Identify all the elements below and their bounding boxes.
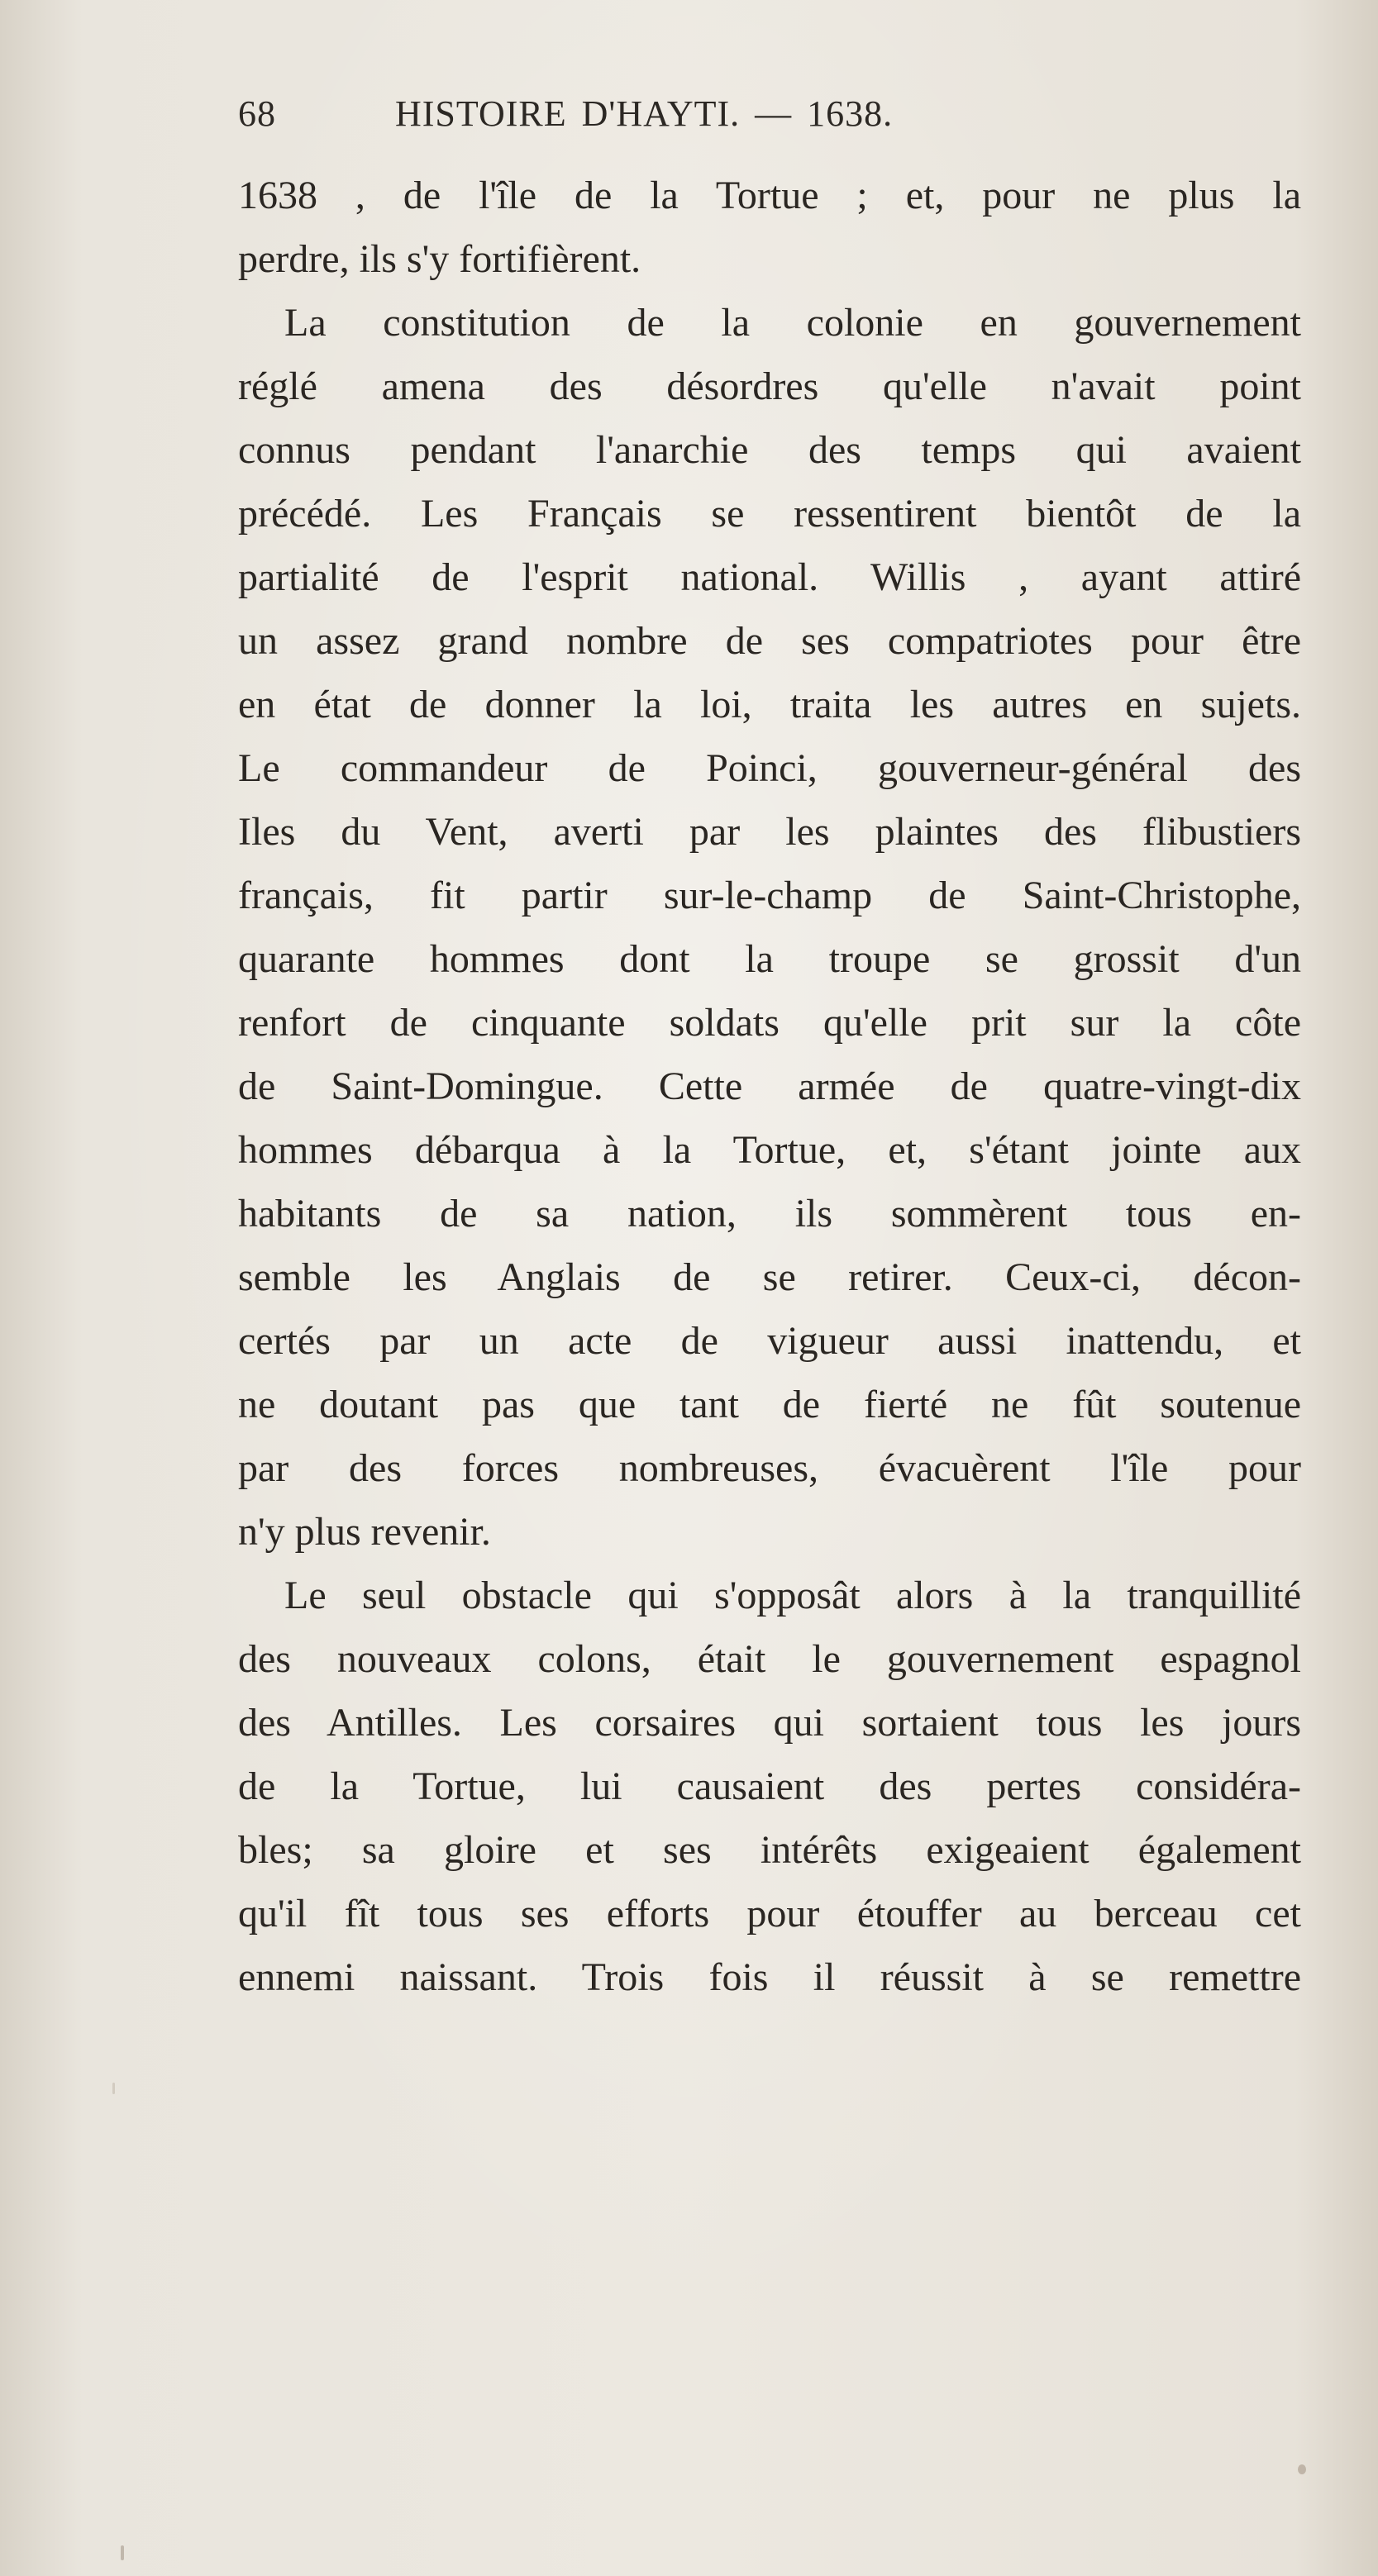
text-line: hommes débarqua à la Tortue, et, s'étant jointe aux: [238, 1128, 1301, 1172]
paper-speck: [1298, 2464, 1306, 2474]
text-line: 1638 , de l'île de la Tortue ; et, pour ne plus la: [238, 174, 1301, 217]
text-line: précédé. Les Français se ressentirent bientôt de la: [238, 492, 1301, 536]
paper-speck: [112, 2083, 115, 2094]
page-header: [238, 93, 1098, 142]
text-line: connus pendant l'anarchie des temps qui avaient: [238, 428, 1301, 472]
text-line: de la Tortue, lui causaient des pertes considéra-: [238, 1764, 1301, 1808]
body-text: [238, 164, 1301, 2009]
text-line: français, fit partir sur-le-champ de Saint-Christophe,: [238, 874, 1301, 917]
text-line: par des forces nombreuses, évacuèrent l'île pour: [238, 1446, 1301, 1490]
text-line: ne doutant pas que tant de fierté ne fût soutenue: [238, 1383, 1301, 1426]
text-line: partialité de l'esprit national. Willis , ayant attiré: [238, 555, 1301, 599]
text-line: certés par un acte de vigueur aussi inattendu, et: [238, 1319, 1301, 1363]
text-line: bles; sa gloire et ses intérêts exigeaient également: [238, 1828, 1301, 1872]
text-line: de Saint-Domingue. Cette armée de quatre-vingt-dix: [238, 1064, 1301, 1108]
text-line: quarante hommes dont la troupe se grossit d'un: [238, 937, 1301, 981]
page-number: 68: [238, 93, 276, 134]
text-line: Le seul obstacle qui s'opposât alors à la tranquillité: [284, 1574, 1301, 1617]
paper-speck: [121, 2545, 124, 2560]
text-line: n'y plus revenir.: [238, 1510, 491, 1554]
text-line: perdre, ils s'y fortifièrent.: [238, 237, 641, 281]
text-line: en état de donner la loi, traita les autres en sujets.: [238, 683, 1301, 726]
text-line: des Antilles. Les corsaires qui sortaient tous les jours: [238, 1701, 1301, 1745]
text-line: réglé amena des désordres qu'elle n'avait point: [238, 364, 1301, 408]
text-line: habitants de sa nation, ils sommèrent tous en-: [238, 1192, 1301, 1236]
running-title: HISTOIRE D'HAYTI. — 1638.: [395, 93, 894, 134]
text-line: Iles du Vent, averti par les plaintes des flibustiers: [238, 810, 1301, 854]
text-line: ennemi naissant. Trois fois il réussit à se remettre: [238, 1955, 1301, 1999]
text-line: qu'il fît tous ses efforts pour étouffer au berceau cet: [238, 1892, 1301, 1936]
text-line: Le commandeur de Poinci, gouverneur-général des: [238, 746, 1301, 790]
text-line: semble les Anglais de se retirer. Ceux-ci, décon-: [238, 1255, 1301, 1299]
text-line: renfort de cinquante soldats qu'elle prit sur la côte: [238, 1001, 1301, 1045]
text-line: un assez grand nombre de ses compatriotes pour être: [238, 619, 1301, 663]
text-line: des nouveaux colons, était le gouvernement espagnol: [238, 1637, 1301, 1681]
text-line: La constitution de la colonie en gouvernement: [284, 301, 1301, 345]
